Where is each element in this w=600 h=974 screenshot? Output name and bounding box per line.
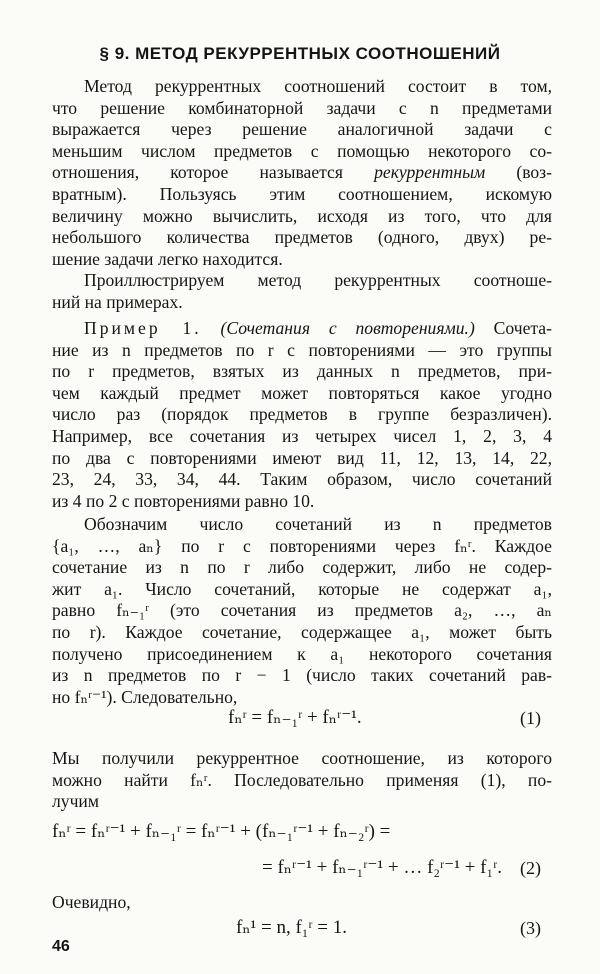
equation-1: fₙʳ = fₙ₋₁ʳ + fₙʳ⁻¹.	[228, 707, 362, 728]
page-number: 46	[52, 938, 70, 955]
text-line: Проиллюстрируем метод рекуррентных соотноше-	[84, 270, 552, 290]
example-label: Пример 1.	[84, 318, 202, 338]
text-line: но fₙʳ⁻¹). Следовательно,	[52, 686, 238, 707]
text-line: чем каждый предмет может повторяться какое угодно	[52, 382, 552, 403]
text-line: величину можно вычислить, исходя из того, что для	[52, 205, 552, 226]
text-line: можно найти fₙʳ. Последовательно применяя (1), по-	[52, 769, 552, 790]
text-line: из n предметов по r − 1 (число таких сочетаний рав-	[52, 665, 552, 686]
italic-term: рекуррентным	[374, 162, 486, 183]
text-line: ние из n предметов по r с повторениями — это группы	[52, 339, 552, 360]
text-line	[52, 318, 552, 340]
text-line: Мы получили рекуррентное соотношение, из которого	[52, 748, 552, 768]
text-line: равно fₙ₋₁ʳ (это сочетания из предметов a₂, …, aₙ	[52, 600, 552, 621]
text-line: лучим	[52, 791, 99, 812]
text-line: сочетание из n по r либо содержит, либо не содер-	[52, 557, 552, 578]
text-line: меньшим числом предметов с помощью некоторого со-	[52, 140, 552, 161]
text-line: по r предметов, взятых из данных n предметов, при-	[52, 361, 552, 382]
text-line: ний на примерах.	[52, 291, 183, 312]
equation-3: fₙ¹ = n, f₁ʳ = 1.	[236, 917, 348, 938]
italic-term: (Сочетания с повторениями.)	[220, 318, 475, 338]
text-line: что решение комбинаторной задачи с n предметами	[52, 97, 552, 118]
paragraph-method-description	[52, 76, 552, 270]
paragraph-recurrence	[52, 748, 552, 813]
text-fragment: Сочета-	[474, 318, 552, 338]
text-line: число раз (порядок предметов в группе безразличен).	[52, 404, 552, 425]
text-line	[52, 162, 552, 184]
text-line: из 4 по 2 с повторениями равно 10.	[52, 490, 315, 511]
equation-1-number: (1)	[520, 708, 541, 728]
equation-2-line-1: fₙʳ = fₙʳ⁻¹ + fₙ₋₁ʳ = fₙʳ⁻¹ + (fₙ₋₁ʳ⁻¹ + fₙ₋₂ʳ) =	[52, 821, 391, 842]
text-line: шение задачи легко находится.	[52, 248, 283, 269]
equation-2-line-2: = fₙʳ⁻¹ + fₙ₋₁ʳ⁻¹ + … f₂ʳ⁻¹ + f₁ʳ.	[262, 857, 502, 878]
obviously-text: Очевидно,	[52, 892, 131, 912]
text-line: небольшого количества предметов (одного, двух) ре-	[52, 227, 552, 248]
text-line: Обозначим число сочетаний из n предметов	[84, 514, 552, 534]
text-line: по два с повторениями имеют вид 11, 12, 13, 14, 22,	[52, 447, 552, 468]
text-line: вратным). Пользуясь этим соотношением, искомую	[52, 183, 552, 204]
text-line: Метод рекуррентных соотношений состоит в том,	[84, 76, 552, 96]
equation-2-number: (2)	[520, 858, 541, 878]
paragraph-notation	[52, 514, 552, 708]
text-line: выражается через решение аналогичной задачи с	[52, 119, 552, 140]
text-line: по r). Каждое сочетание, содержащее a₁, может быть	[52, 621, 552, 642]
text-fragment: (воз-	[485, 162, 552, 183]
paragraph-example-1	[52, 318, 552, 512]
text-line: 23, 24, 33, 34, 44. Таким образом, число сочетаний	[52, 469, 552, 490]
text-line: получено присоединением к a₁ некоторого сочетания	[52, 643, 552, 664]
text-fragment: отношения, которое называется	[52, 162, 375, 183]
text-line: Например, все сочетания из четырех чисел 1, 2, 3, 4	[52, 425, 552, 446]
paragraph-illustrate	[52, 270, 552, 313]
text-line: жит a₁. Число сочетаний, которые не содержат a₁,	[52, 578, 552, 599]
equation-3-number: (3)	[520, 918, 541, 938]
section-heading: § 9. МЕТОД РЕКУРРЕНТНЫХ СООТНОШЕНИЙ	[99, 44, 501, 63]
text-line: {a₁, …, aₙ} по r с повторениями через fₙʳ. Каждое	[52, 535, 552, 556]
